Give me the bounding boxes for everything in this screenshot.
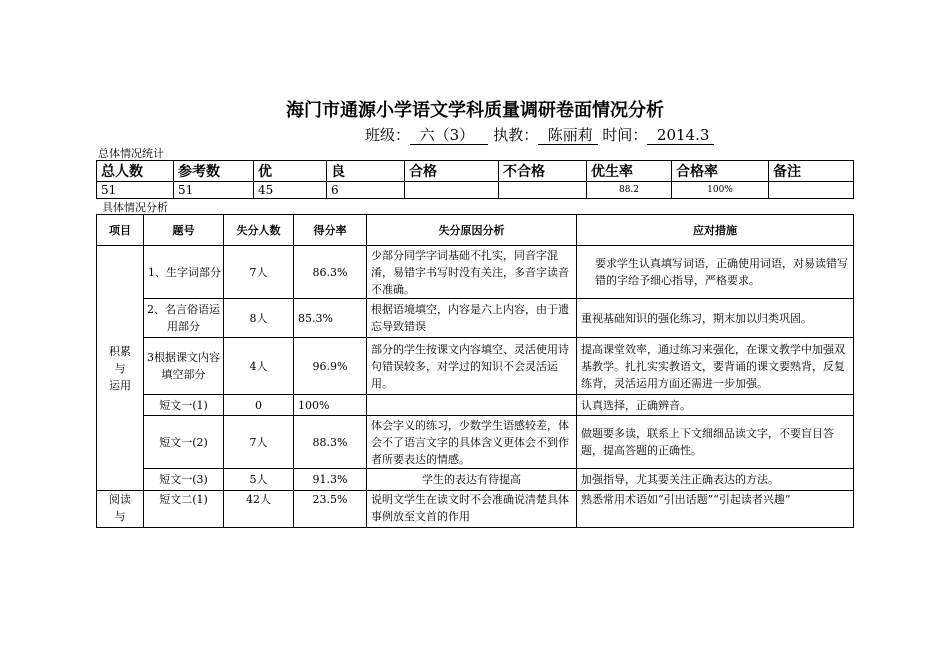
table-row	[97, 246, 854, 299]
row-lost: 8人	[224, 299, 294, 338]
row-lost: 7人	[224, 416, 294, 469]
overall-header-row	[97, 161, 854, 182]
row-rate: 91.3%	[294, 469, 367, 491]
group-label-accumulation: 积累 与 运用	[97, 246, 144, 491]
row-reason: 根据语境填空，内容是六上内容，由于遗忘导致错误	[367, 299, 577, 338]
detail-header: 项目	[97, 215, 144, 246]
detail-header: 失分人数	[224, 215, 294, 246]
row-measure: 加强指导，尤其要关注正确表达的方法。	[577, 469, 854, 491]
row-item: 1、生字词部分	[144, 246, 224, 299]
row-rate: 100%	[294, 395, 367, 416]
row-item: 短文一(1)	[144, 395, 224, 416]
row-measure: 要求学生认真填写词语，正确使用词语，对易读错写错的字给予细心指导，严格要求。	[577, 246, 854, 299]
row-item: 2、名言俗语运用部分	[144, 299, 224, 338]
table-row	[97, 395, 854, 416]
row-rate: 23.5%	[294, 491, 367, 528]
detail-header-row	[97, 215, 854, 246]
row-reason: 部分的学生按课文内容填空、灵活使用诗句错误较多，对学过的知识不会灵活运用。	[367, 338, 577, 395]
row-item: 短文二(1)	[144, 491, 224, 528]
row-rate: 88.3%	[294, 416, 367, 469]
row-reason: 体会字义的练习，少数学生语感较差，体会不了语言文字的具体含义更体会不到作者所要表达的情感。	[367, 416, 577, 469]
row-item: 3根据课文内容填空部分	[144, 338, 224, 395]
overall-value: 51	[97, 182, 174, 199]
time-label: 时间：	[602, 126, 648, 144]
overall-table	[96, 160, 854, 199]
overall-value: 51	[174, 182, 254, 199]
table-row	[97, 491, 854, 528]
table-row	[97, 416, 854, 469]
overall-heading: 总体情况统计	[98, 147, 164, 160]
table-row	[97, 338, 854, 395]
overall-header: 优生率	[587, 161, 672, 182]
row-lost: 0	[224, 395, 294, 416]
overall-header: 良	[327, 161, 405, 182]
overall-value: 100%	[672, 182, 769, 199]
overall-header: 合格率	[672, 161, 769, 182]
row-lost: 4人	[224, 338, 294, 395]
overall-value: 88.2	[587, 182, 672, 199]
group-label-reading: 阅读 与	[97, 491, 144, 528]
detail-header: 题号	[144, 215, 224, 246]
overall-header: 备注	[769, 161, 854, 182]
row-lost: 42人	[224, 491, 294, 528]
overall-value	[769, 182, 854, 199]
row-reason: 说明文学生在读文时不会准确说清楚具体事例放至文首的作用	[367, 491, 577, 528]
detail-header: 应对措施	[577, 215, 854, 246]
row-item: 短文一(3)	[144, 469, 224, 491]
overall-header: 总人数	[97, 161, 174, 182]
row-rate: 96.9%	[294, 338, 367, 395]
overall-value: 45	[254, 182, 327, 199]
overall-header: 参考数	[174, 161, 254, 182]
row-rate: 85.3%	[294, 299, 367, 338]
teacher-label: 执教：	[493, 126, 539, 144]
overall-value	[499, 182, 587, 199]
overall-value	[405, 182, 499, 199]
row-lost: 5人	[224, 469, 294, 491]
class-info-line	[365, 124, 714, 145]
teacher-value: 陈丽莉	[538, 127, 597, 145]
row-measure: 做题要多读，联系上下文细细品读文字，不要盲目答题，提高答题的正确性。	[577, 416, 854, 469]
page-title: 海门市通源小学语文学科质量调研卷面情况分析	[286, 100, 664, 121]
row-measure: 认真选择，正确辨音。	[577, 395, 854, 416]
class-label: 班级：	[365, 126, 411, 144]
row-measure: 熟悉常用术语如“引出话题”“引起读者兴趣”	[577, 491, 854, 528]
overall-header: 合格	[405, 161, 499, 182]
row-measure: 提高课堂效率，通过练习来强化，在课文教学中加强双基教学。扎扎实实教语文，要背诵的课文要熟背，反复练背，灵活运用方面还需进一步加强。	[577, 338, 854, 395]
overall-value-row	[97, 182, 854, 199]
row-reason	[367, 395, 577, 416]
detail-header: 得分率	[294, 215, 367, 246]
row-rate: 86.3%	[294, 246, 367, 299]
time-value: 2014.3	[647, 127, 714, 145]
detail-header: 失分原因分析	[367, 215, 577, 246]
row-reason: 少部分同学字词基础不扎实，同音字混淆，易错字书写时没有关注，多音字读音不准确。	[367, 246, 577, 299]
detail-table	[96, 214, 854, 528]
overall-header: 优	[254, 161, 327, 182]
row-lost: 7人	[224, 246, 294, 299]
row-measure: 重视基础知识的强化练习，期末加以归类巩固。	[577, 299, 854, 338]
detail-heading: 具体情况分析	[102, 201, 168, 214]
row-reason: 学生的表达有待提高	[367, 469, 577, 491]
table-row	[97, 299, 854, 338]
row-item: 短文一(2)	[144, 416, 224, 469]
overall-header: 不合格	[499, 161, 587, 182]
overall-value: 6	[327, 182, 405, 199]
table-row	[97, 469, 854, 491]
class-value: 六（3）	[410, 127, 488, 145]
